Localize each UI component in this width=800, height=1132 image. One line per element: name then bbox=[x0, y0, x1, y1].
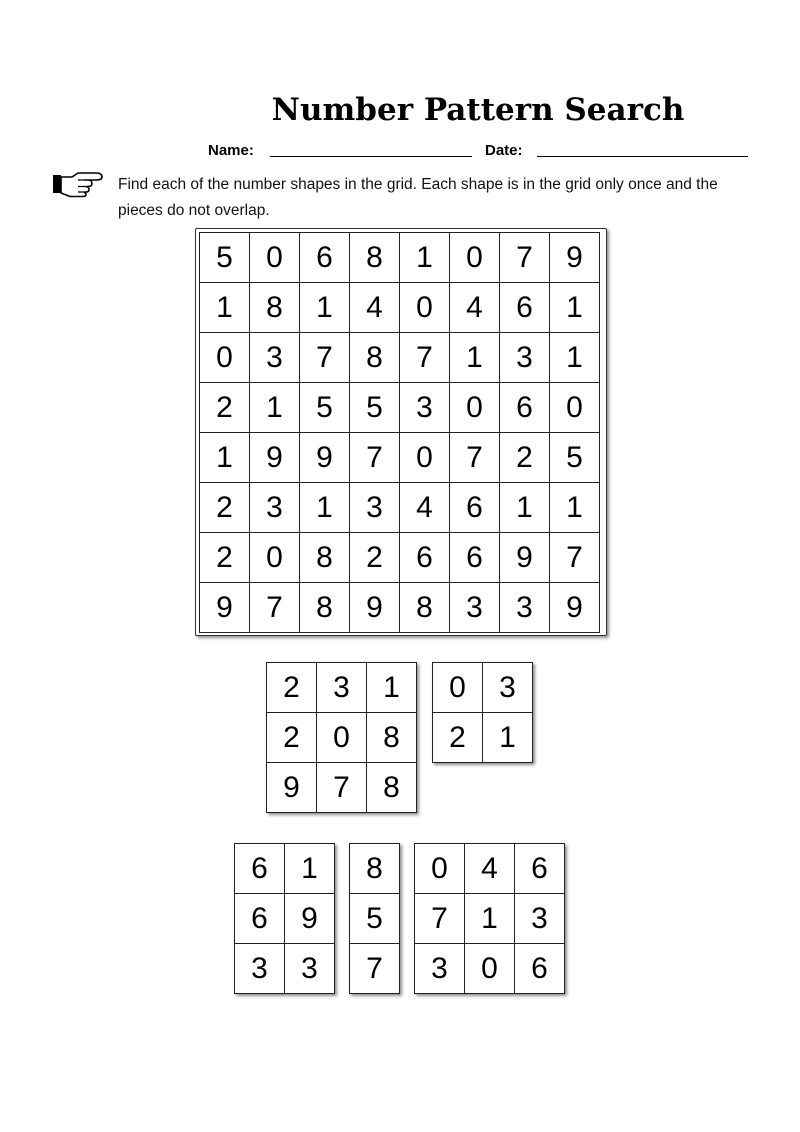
piece-cell: 1 bbox=[367, 663, 417, 713]
name-label: Name: bbox=[208, 142, 254, 159]
grid-cell: 1 bbox=[200, 433, 250, 483]
piece-cell: 7 bbox=[415, 894, 465, 944]
grid-cell: 6 bbox=[400, 533, 450, 583]
grid-cell: 2 bbox=[500, 433, 550, 483]
grid-cell: 8 bbox=[350, 233, 400, 283]
instructions: Find each of the number shapes in the grid. Each shape is in the grid only once and the pieces do not overlap. bbox=[118, 176, 718, 219]
grid-cell: 1 bbox=[200, 283, 250, 333]
piece-cell: 0 bbox=[465, 944, 515, 994]
grid-cell: 0 bbox=[200, 333, 250, 383]
piece-cell: 3 bbox=[415, 944, 465, 994]
piece-cell: 6 bbox=[515, 944, 565, 994]
grid-cell: 5 bbox=[350, 383, 400, 433]
grid-row bbox=[200, 433, 600, 483]
grid-cell: 1 bbox=[300, 283, 350, 333]
piece-cell: 2 bbox=[433, 713, 483, 763]
grid-cell: 5 bbox=[200, 233, 250, 283]
piece-cell: 5 bbox=[350, 894, 400, 944]
grid-cell: 0 bbox=[450, 233, 500, 283]
grid-cell: 6 bbox=[450, 533, 500, 583]
grid-row bbox=[200, 383, 600, 433]
piece-cell: 3 bbox=[515, 894, 565, 944]
grid-cell: 3 bbox=[250, 483, 300, 533]
grid-cell: 1 bbox=[550, 333, 600, 383]
pointing-hand-icon bbox=[52, 170, 104, 198]
grid-cell: 3 bbox=[500, 333, 550, 383]
grid-cell: 8 bbox=[350, 333, 400, 383]
shape-piece-e bbox=[414, 843, 565, 994]
grid-cell: 4 bbox=[450, 283, 500, 333]
grid-cell: 7 bbox=[550, 533, 600, 583]
piece-cell: 8 bbox=[367, 763, 417, 813]
piece-cell: 0 bbox=[415, 844, 465, 894]
piece-cell: 3 bbox=[483, 663, 533, 713]
grid-cell: 0 bbox=[400, 433, 450, 483]
piece-cell: 6 bbox=[235, 844, 285, 894]
grid-cell: 9 bbox=[550, 583, 600, 633]
grid-cell: 1 bbox=[500, 483, 550, 533]
grid-row bbox=[200, 333, 600, 383]
grid-cell: 4 bbox=[400, 483, 450, 533]
grid-cell: 9 bbox=[200, 583, 250, 633]
piece-cell: 6 bbox=[515, 844, 565, 894]
page-title: Number Pattern Search bbox=[271, 92, 685, 128]
date-line[interactable] bbox=[537, 156, 748, 157]
grid-cell: 8 bbox=[300, 533, 350, 583]
grid-cell: 8 bbox=[300, 583, 350, 633]
grid-cell: 1 bbox=[250, 383, 300, 433]
piece-cell: 7 bbox=[350, 944, 400, 994]
grid-cell: 0 bbox=[250, 533, 300, 583]
piece-row bbox=[267, 713, 417, 763]
grid-cell: 9 bbox=[500, 533, 550, 583]
piece-row bbox=[433, 713, 533, 763]
piece-cell: 7 bbox=[317, 763, 367, 813]
grid-cell: 0 bbox=[400, 283, 450, 333]
piece-cell: 9 bbox=[285, 894, 335, 944]
piece-row bbox=[415, 944, 565, 994]
grid-cell: 9 bbox=[300, 433, 350, 483]
grid-cell: 6 bbox=[450, 483, 500, 533]
grid-cell: 9 bbox=[550, 233, 600, 283]
piece-cell: 8 bbox=[367, 713, 417, 763]
shape-piece-d bbox=[349, 843, 400, 994]
grid-row bbox=[200, 283, 600, 333]
piece-row bbox=[235, 844, 335, 894]
piece-cell: 9 bbox=[267, 763, 317, 813]
grid-cell: 6 bbox=[300, 233, 350, 283]
grid-cell: 7 bbox=[500, 233, 550, 283]
piece-row bbox=[415, 894, 565, 944]
grid-cell: 9 bbox=[250, 433, 300, 483]
piece-row bbox=[267, 663, 417, 713]
grid-cell: 8 bbox=[400, 583, 450, 633]
grid-cell: 1 bbox=[550, 483, 600, 533]
grid-cell: 9 bbox=[350, 583, 400, 633]
grid-cell: 7 bbox=[250, 583, 300, 633]
piece-row bbox=[350, 894, 400, 944]
piece-row bbox=[350, 844, 400, 894]
grid-cell: 3 bbox=[350, 483, 400, 533]
grid-cell: 2 bbox=[350, 533, 400, 583]
piece-row bbox=[267, 763, 417, 813]
grid-row bbox=[200, 533, 600, 583]
grid-cell: 4 bbox=[350, 283, 400, 333]
piece-cell: 3 bbox=[235, 944, 285, 994]
grid-cell: 0 bbox=[550, 383, 600, 433]
piece-cell: 2 bbox=[267, 713, 317, 763]
shape-piece-c bbox=[234, 843, 335, 994]
piece-cell: 6 bbox=[235, 894, 285, 944]
piece-cell: 3 bbox=[317, 663, 367, 713]
grid-cell: 1 bbox=[400, 233, 450, 283]
grid-cell: 7 bbox=[450, 433, 500, 483]
grid-row bbox=[200, 483, 600, 533]
grid-cell: 7 bbox=[400, 333, 450, 383]
piece-cell: 1 bbox=[285, 844, 335, 894]
piece-row bbox=[433, 663, 533, 713]
grid-cell: 3 bbox=[400, 383, 450, 433]
grid-cell: 7 bbox=[300, 333, 350, 383]
grid-cell: 2 bbox=[200, 383, 250, 433]
grid-cell: 5 bbox=[300, 383, 350, 433]
shape-piece-a bbox=[266, 662, 417, 813]
grid-cell: 0 bbox=[450, 383, 500, 433]
grid-cell: 1 bbox=[550, 283, 600, 333]
grid-cell: 5 bbox=[550, 433, 600, 483]
number-grid bbox=[199, 232, 600, 633]
piece-cell: 3 bbox=[285, 944, 335, 994]
piece-row bbox=[350, 944, 400, 994]
piece-cell: 0 bbox=[433, 663, 483, 713]
date-label: Date: bbox=[485, 142, 523, 159]
grid-cell: 8 bbox=[250, 283, 300, 333]
name-line[interactable] bbox=[270, 156, 472, 157]
grid-row bbox=[200, 233, 600, 283]
shape-piece-b bbox=[432, 662, 533, 763]
grid-cell: 6 bbox=[500, 383, 550, 433]
piece-cell: 0 bbox=[317, 713, 367, 763]
grid-cell: 2 bbox=[200, 483, 250, 533]
piece-cell: 1 bbox=[465, 894, 515, 944]
grid-cell: 3 bbox=[500, 583, 550, 633]
grid-cell: 3 bbox=[250, 333, 300, 383]
grid-row bbox=[200, 583, 600, 633]
piece-cell: 2 bbox=[267, 663, 317, 713]
grid-cell: 3 bbox=[450, 583, 500, 633]
grid-cell: 1 bbox=[300, 483, 350, 533]
piece-cell: 4 bbox=[465, 844, 515, 894]
grid-cell: 7 bbox=[350, 433, 400, 483]
piece-row bbox=[235, 894, 335, 944]
grid-cell: 0 bbox=[250, 233, 300, 283]
piece-cell: 8 bbox=[350, 844, 400, 894]
grid-cell: 2 bbox=[200, 533, 250, 583]
grid-cell: 6 bbox=[500, 283, 550, 333]
grid-cell: 1 bbox=[450, 333, 500, 383]
piece-row bbox=[415, 844, 565, 894]
piece-cell: 1 bbox=[483, 713, 533, 763]
piece-row bbox=[235, 944, 335, 994]
